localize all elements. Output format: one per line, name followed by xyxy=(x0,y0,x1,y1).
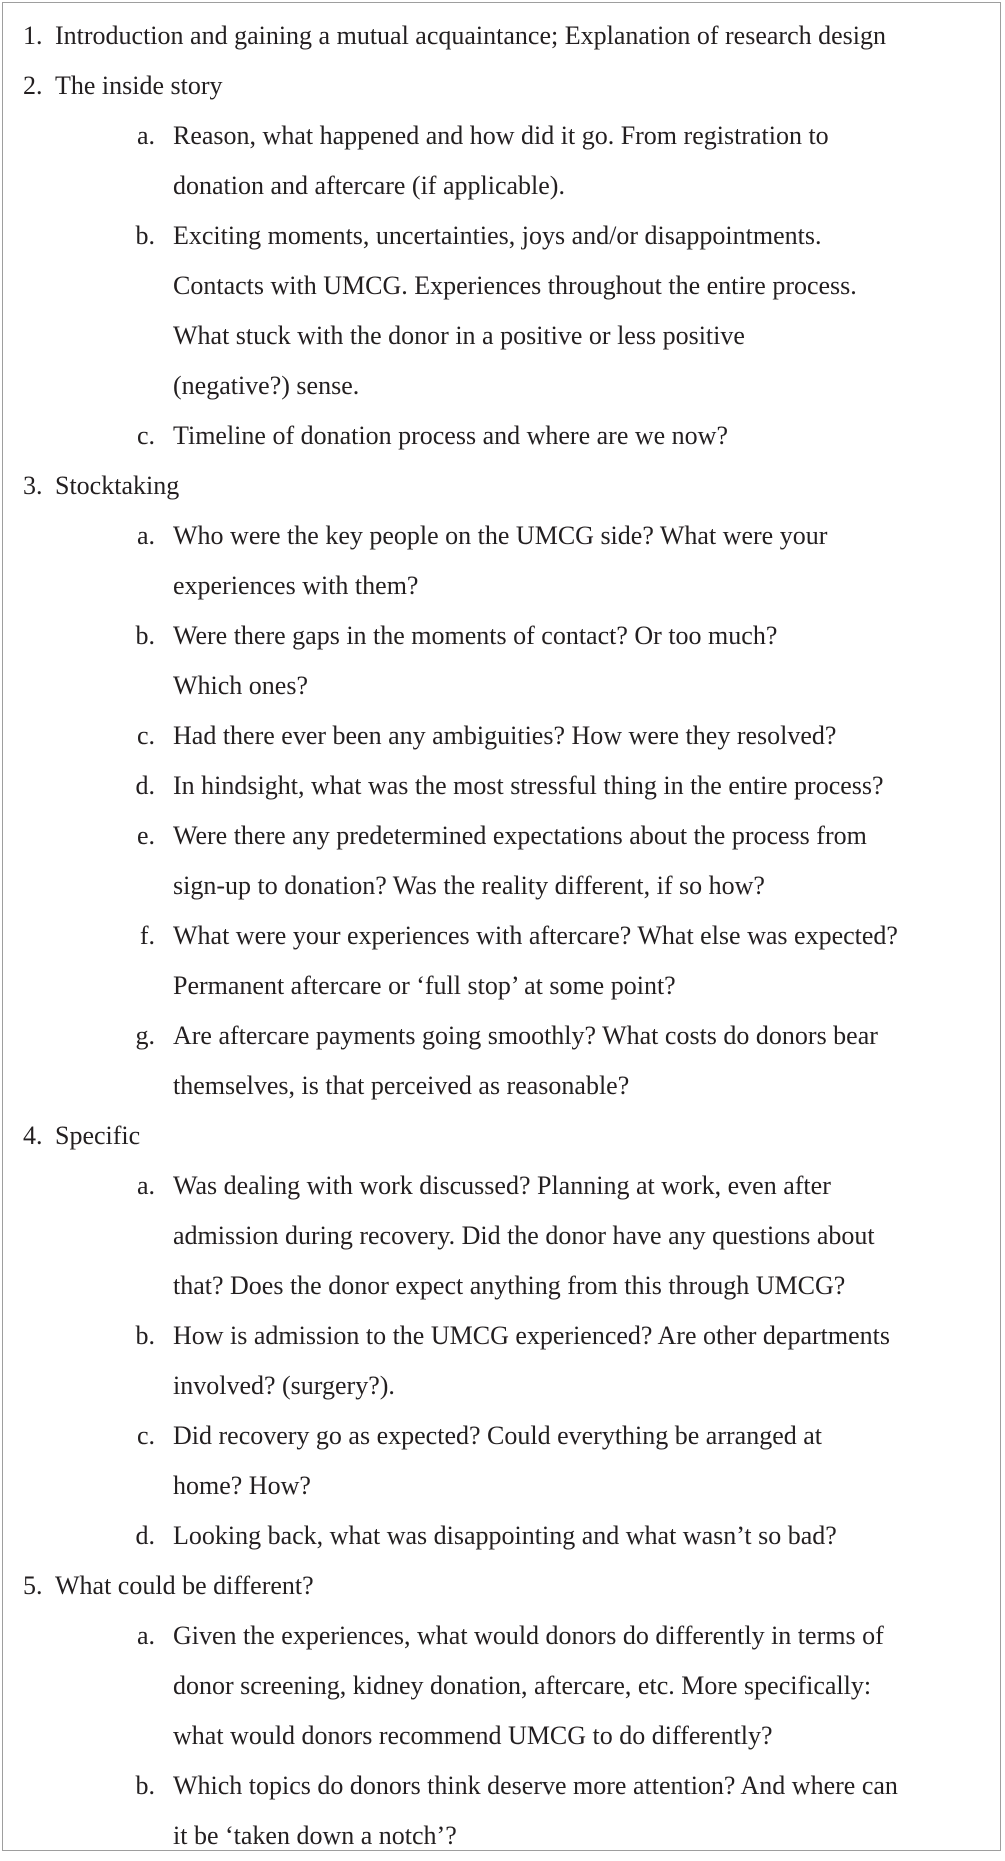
subitem-text: Were there gaps in the moments of contact? Or too much? xyxy=(173,621,778,650)
outline-subitem xyxy=(3,211,1002,411)
subitem-line xyxy=(3,361,1002,411)
subitem-text: Permanent aftercare or ‘full stop’ at some point? xyxy=(173,971,676,1000)
section-number: 5. xyxy=(23,1571,43,1600)
section-title: Specific xyxy=(55,1121,141,1150)
subitem-text: Was dealing with work discussed? Planning at work, even after xyxy=(173,1171,831,1200)
subitem-letter: c. xyxy=(136,1421,155,1450)
subitem-text: experiences with them? xyxy=(173,571,419,600)
outline-subitem xyxy=(3,1161,1002,1311)
section-number: 3. xyxy=(23,471,43,500)
subitem-line xyxy=(3,861,1002,911)
outline-subitem xyxy=(3,1011,1002,1111)
outline-subitem xyxy=(3,611,1002,711)
subitem-line xyxy=(3,611,1002,661)
subitem-line xyxy=(3,661,1002,711)
subitem-line xyxy=(3,511,1002,561)
subitem-text: Which ones? xyxy=(173,671,309,700)
outline-subitem xyxy=(3,1311,1002,1411)
subitem-line xyxy=(3,961,1002,1011)
subitem-text: Looking back, what was disappointing and what wasn’t so bad? xyxy=(173,1521,837,1550)
outline-subitem xyxy=(3,1611,1002,1761)
outline-subitem xyxy=(3,811,1002,911)
section-heading xyxy=(3,1561,1002,1611)
subitem-text: Had there ever been any ambiguities? How were they resolved? xyxy=(173,721,837,750)
subitem-line xyxy=(3,1711,1002,1761)
subitem-text: What stuck with the donor in a positive or less positive xyxy=(173,321,745,350)
subitem-text: Are aftercare payments going smoothly? What costs do donors bear xyxy=(173,1021,878,1050)
subitem-line xyxy=(3,111,1002,161)
subitem-line xyxy=(3,411,1002,461)
outline-subitem xyxy=(3,911,1002,1011)
subitem-text: Given the experiences, what would donors do differently in terms of xyxy=(173,1621,884,1650)
subitem-line xyxy=(3,1661,1002,1711)
section-heading xyxy=(3,1111,1002,1161)
subitem-letter: d. xyxy=(135,771,155,800)
subitem-text: Were there any predetermined expectations about the process from xyxy=(173,821,867,850)
subitem-text: Contacts with UMCG. Experiences throughout the entire process. xyxy=(173,271,857,300)
subitem-line xyxy=(3,1161,1002,1211)
outline-subitem xyxy=(3,711,1002,761)
section-title: Introduction and gaining a mutual acquaintance; Explanation of research design xyxy=(55,21,886,50)
section-heading xyxy=(3,461,1002,511)
section-number: 1. xyxy=(23,21,43,50)
subitem-text: that? Does the donor expect anything from this through UMCG? xyxy=(173,1271,846,1300)
outline-section xyxy=(3,1111,1002,1561)
subitem-letter: a. xyxy=(136,1171,155,1200)
subitem-line xyxy=(3,761,1002,811)
subitem-line xyxy=(3,1511,1002,1561)
subitem-text: donation and aftercare (if applicable). xyxy=(173,171,565,200)
subitem-line xyxy=(3,1061,1002,1111)
subitem-line xyxy=(3,711,1002,761)
outline-subitem xyxy=(3,1761,1002,1861)
subitem-text: Exciting moments, uncertainties, joys and/or disappointments. xyxy=(173,221,822,250)
subitem-line xyxy=(3,1261,1002,1311)
section-number: 4. xyxy=(23,1121,43,1150)
subitem-line xyxy=(3,1761,1002,1811)
subitem-letter: b. xyxy=(135,621,155,650)
subitem-line xyxy=(3,1611,1002,1661)
subitem-line xyxy=(3,311,1002,361)
section-title: Stocktaking xyxy=(55,471,180,500)
subitem-letter: a. xyxy=(136,521,155,550)
subitem-letter: g. xyxy=(135,1021,155,1050)
interview-topic-list xyxy=(3,11,1002,1861)
subitem-text: themselves, is that perceived as reasonable? xyxy=(173,1071,630,1100)
subitem-letter: f. xyxy=(139,921,155,950)
outline-subitem xyxy=(3,511,1002,611)
subitem-line xyxy=(3,211,1002,261)
outline-subitem xyxy=(3,1511,1002,1561)
document-page xyxy=(2,2,1001,1851)
subitem-text: donor screening, kidney donation, aftercare, etc. More specifically: xyxy=(173,1671,872,1700)
subitem-line xyxy=(3,261,1002,311)
outline-subitem xyxy=(3,1411,1002,1511)
section-number: 2. xyxy=(23,71,43,100)
outline-section xyxy=(3,461,1002,1111)
subitem-text: Did recovery go as expected? Could everything be arranged at xyxy=(173,1421,823,1450)
subitem-text: What were your experiences with aftercare? What else was expected? xyxy=(173,921,898,950)
section-heading xyxy=(3,11,1002,61)
subitem-text: what would donors recommend UMCG to do differently? xyxy=(173,1721,773,1750)
subitem-line xyxy=(3,161,1002,211)
subitem-text: In hindsight, what was the most stressful thing in the entire process? xyxy=(173,771,884,800)
subitem-line xyxy=(3,1211,1002,1261)
section-title: What could be different? xyxy=(55,1571,314,1600)
subitem-text: Reason, what happened and how did it go. From registration to xyxy=(173,121,829,150)
outline-subitem xyxy=(3,111,1002,211)
subitem-line xyxy=(3,1411,1002,1461)
subitem-text: Timeline of donation process and where are we now? xyxy=(173,421,728,450)
section-heading xyxy=(3,61,1002,111)
subitem-letter: c. xyxy=(136,721,155,750)
outline-subitem xyxy=(3,411,1002,461)
subitem-text: sign-up to donation? Was the reality different, if so how? xyxy=(173,871,765,900)
subitem-text: home? How? xyxy=(173,1471,311,1500)
subitem-letter: c. xyxy=(136,421,155,450)
subitem-letter: b. xyxy=(135,1321,155,1350)
subitem-text: Who were the key people on the UMCG side? What were your xyxy=(173,521,828,550)
subitem-letter: b. xyxy=(135,221,155,250)
outline-section xyxy=(3,1561,1002,1861)
subitem-text: admission during recovery. Did the donor have any questions about xyxy=(173,1221,875,1250)
subitem-letter: a. xyxy=(136,121,155,150)
outline-section xyxy=(3,61,1002,461)
subitem-line xyxy=(3,1461,1002,1511)
subitem-letter: d. xyxy=(135,1521,155,1550)
subitem-text: Which topics do donors think deserve more attention? And where can xyxy=(173,1771,898,1800)
subitem-letter: b. xyxy=(135,1771,155,1800)
subitem-line xyxy=(3,1311,1002,1361)
subitem-line xyxy=(3,1361,1002,1411)
subitem-line xyxy=(3,911,1002,961)
subitem-letter: a. xyxy=(136,1621,155,1650)
subitem-line xyxy=(3,1011,1002,1061)
subitem-line xyxy=(3,811,1002,861)
subitem-letter: e. xyxy=(136,821,155,850)
outline-subitem xyxy=(3,761,1002,811)
subitem-text: involved? (surgery?). xyxy=(173,1371,395,1400)
subitem-line xyxy=(3,561,1002,611)
section-title: The inside story xyxy=(55,71,223,100)
outline-section xyxy=(3,11,1002,61)
subitem-text: (negative?) sense. xyxy=(173,371,360,400)
subitem-text: How is admission to the UMCG experienced? Are other departments xyxy=(173,1321,890,1350)
subitem-text: it be ‘taken down a notch’? xyxy=(173,1821,457,1850)
